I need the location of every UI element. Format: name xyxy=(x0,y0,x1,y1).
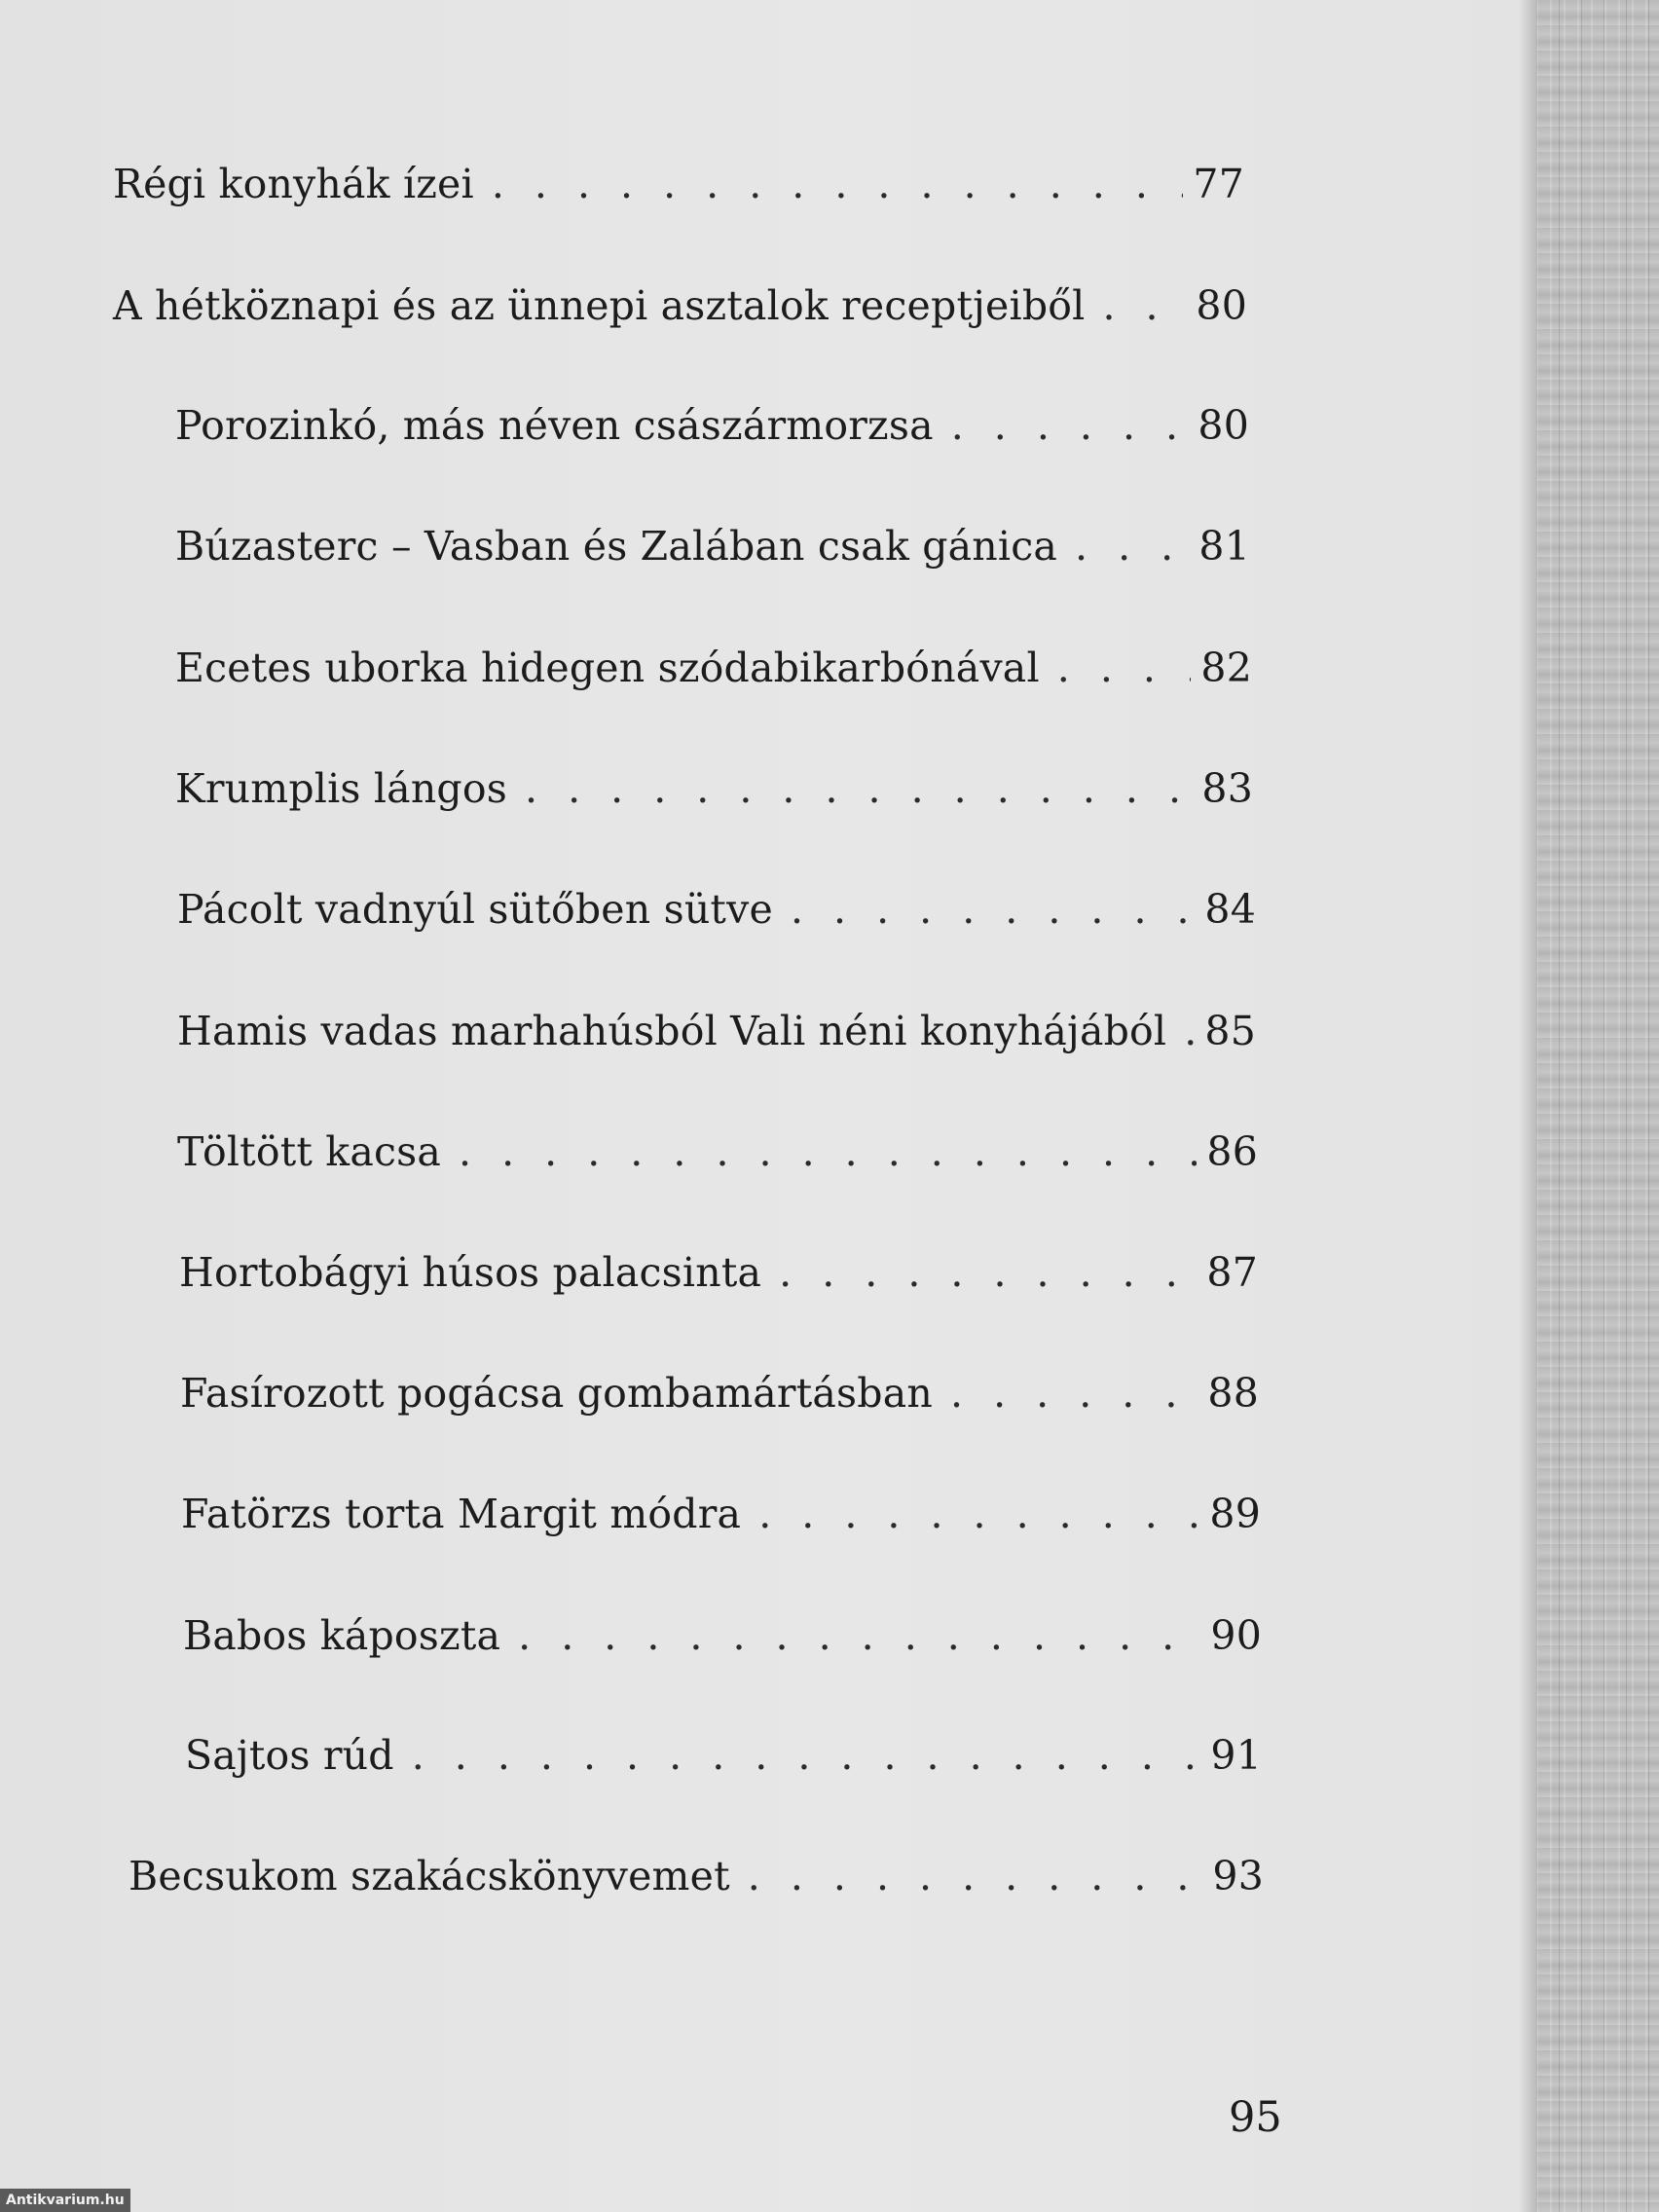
toc-entry-page: 83 xyxy=(1201,765,1253,812)
toc-entry xyxy=(177,886,1256,933)
dot-leader xyxy=(1102,282,1186,329)
toc-entry xyxy=(177,1128,1258,1175)
dot-leader xyxy=(950,1370,1198,1417)
toc-entry-title: Fasírozott pogácsa gombamártásban xyxy=(180,1370,933,1417)
toc-entry-page: 80 xyxy=(1196,282,1247,329)
toc-entry-title: Becsukom szakácskönyvemet xyxy=(129,1853,730,1899)
dot-leader xyxy=(779,1249,1197,1296)
page-number: 95 xyxy=(1229,2093,1282,2142)
toc-entry-title: Porozinkó, más néven császármorzsa xyxy=(175,402,934,449)
dot-leader xyxy=(412,1732,1201,1779)
toc-entry-title: A hétköznapi és az ünnepi asztalok receptjeiből xyxy=(113,282,1086,329)
toc-entry xyxy=(181,1491,1261,1537)
toc-entry xyxy=(175,402,1249,449)
toc-entry xyxy=(129,1853,1264,1899)
dot-leader xyxy=(1075,523,1189,570)
toc-entry-title: Hortobágyi húsos palacsinta xyxy=(179,1249,762,1296)
page-edge-shadow xyxy=(1519,0,1536,2212)
toc-entry-title: Régi konyhák ízei xyxy=(113,161,474,207)
toc-entry-title: Hamis vadas marhahúsból Vali néni konyhájából xyxy=(177,1008,1167,1054)
toc-entry-page: 82 xyxy=(1200,645,1252,691)
toc-entry-page: 81 xyxy=(1198,523,1250,570)
toc-entry xyxy=(179,1249,1258,1296)
toc-entry-page: 86 xyxy=(1206,1128,1258,1175)
watermark: Antikvarium.hu xyxy=(0,2189,130,2212)
toc-entry-title: Fatörzs torta Margit módra xyxy=(181,1491,742,1537)
toc-entry-title: Krumplis lángos xyxy=(175,765,507,812)
toc-entry xyxy=(113,161,1244,207)
dot-leader xyxy=(525,765,1192,812)
toc-entry xyxy=(175,523,1250,570)
dot-leader xyxy=(1057,645,1192,691)
toc-entry-title: Búzasterc – Vasban és Zalában csak gánica xyxy=(175,523,1058,570)
dot-leader xyxy=(492,161,1184,207)
toc-entry xyxy=(175,765,1253,812)
background-surface xyxy=(1536,0,1659,2212)
toc-entry-title: Babos káposzta xyxy=(183,1612,501,1659)
toc-entry-title: Töltött kacsa xyxy=(177,1128,442,1175)
toc-entry-page: 87 xyxy=(1206,1249,1258,1296)
dot-leader xyxy=(459,1128,1197,1175)
toc-entry-page: 91 xyxy=(1210,1732,1262,1779)
toc-entry-title: Sajtos rúd xyxy=(185,1732,394,1779)
toc-entry xyxy=(185,1732,1262,1779)
toc-entry-page: 85 xyxy=(1204,1008,1256,1054)
toc-entry xyxy=(175,645,1252,691)
dot-leader xyxy=(951,402,1189,449)
dot-leader xyxy=(1184,1008,1195,1054)
toc-entry xyxy=(113,282,1247,329)
dot-leader xyxy=(791,886,1195,933)
toc-entry xyxy=(177,1008,1256,1054)
dot-leader xyxy=(518,1612,1200,1659)
toc-entry-title: Ecetes uborka hidegen szódabikarbónával xyxy=(175,645,1040,691)
toc-entry xyxy=(183,1612,1262,1659)
toc-entry-page: 89 xyxy=(1209,1491,1261,1537)
toc-entry-page: 84 xyxy=(1204,886,1256,933)
dot-leader xyxy=(748,1853,1203,1899)
toc-entry-page: 80 xyxy=(1198,402,1249,449)
toc-entry-page: 90 xyxy=(1210,1612,1262,1659)
toc-entry xyxy=(180,1370,1259,1417)
toc-entry-page: 88 xyxy=(1207,1370,1259,1417)
toc-entry-page: 93 xyxy=(1212,1853,1264,1899)
toc-entry-page: 77 xyxy=(1193,161,1244,207)
toc-entry-title: Pácolt vadnyúl sütőben sütve xyxy=(177,886,773,933)
dot-leader xyxy=(758,1491,1199,1537)
